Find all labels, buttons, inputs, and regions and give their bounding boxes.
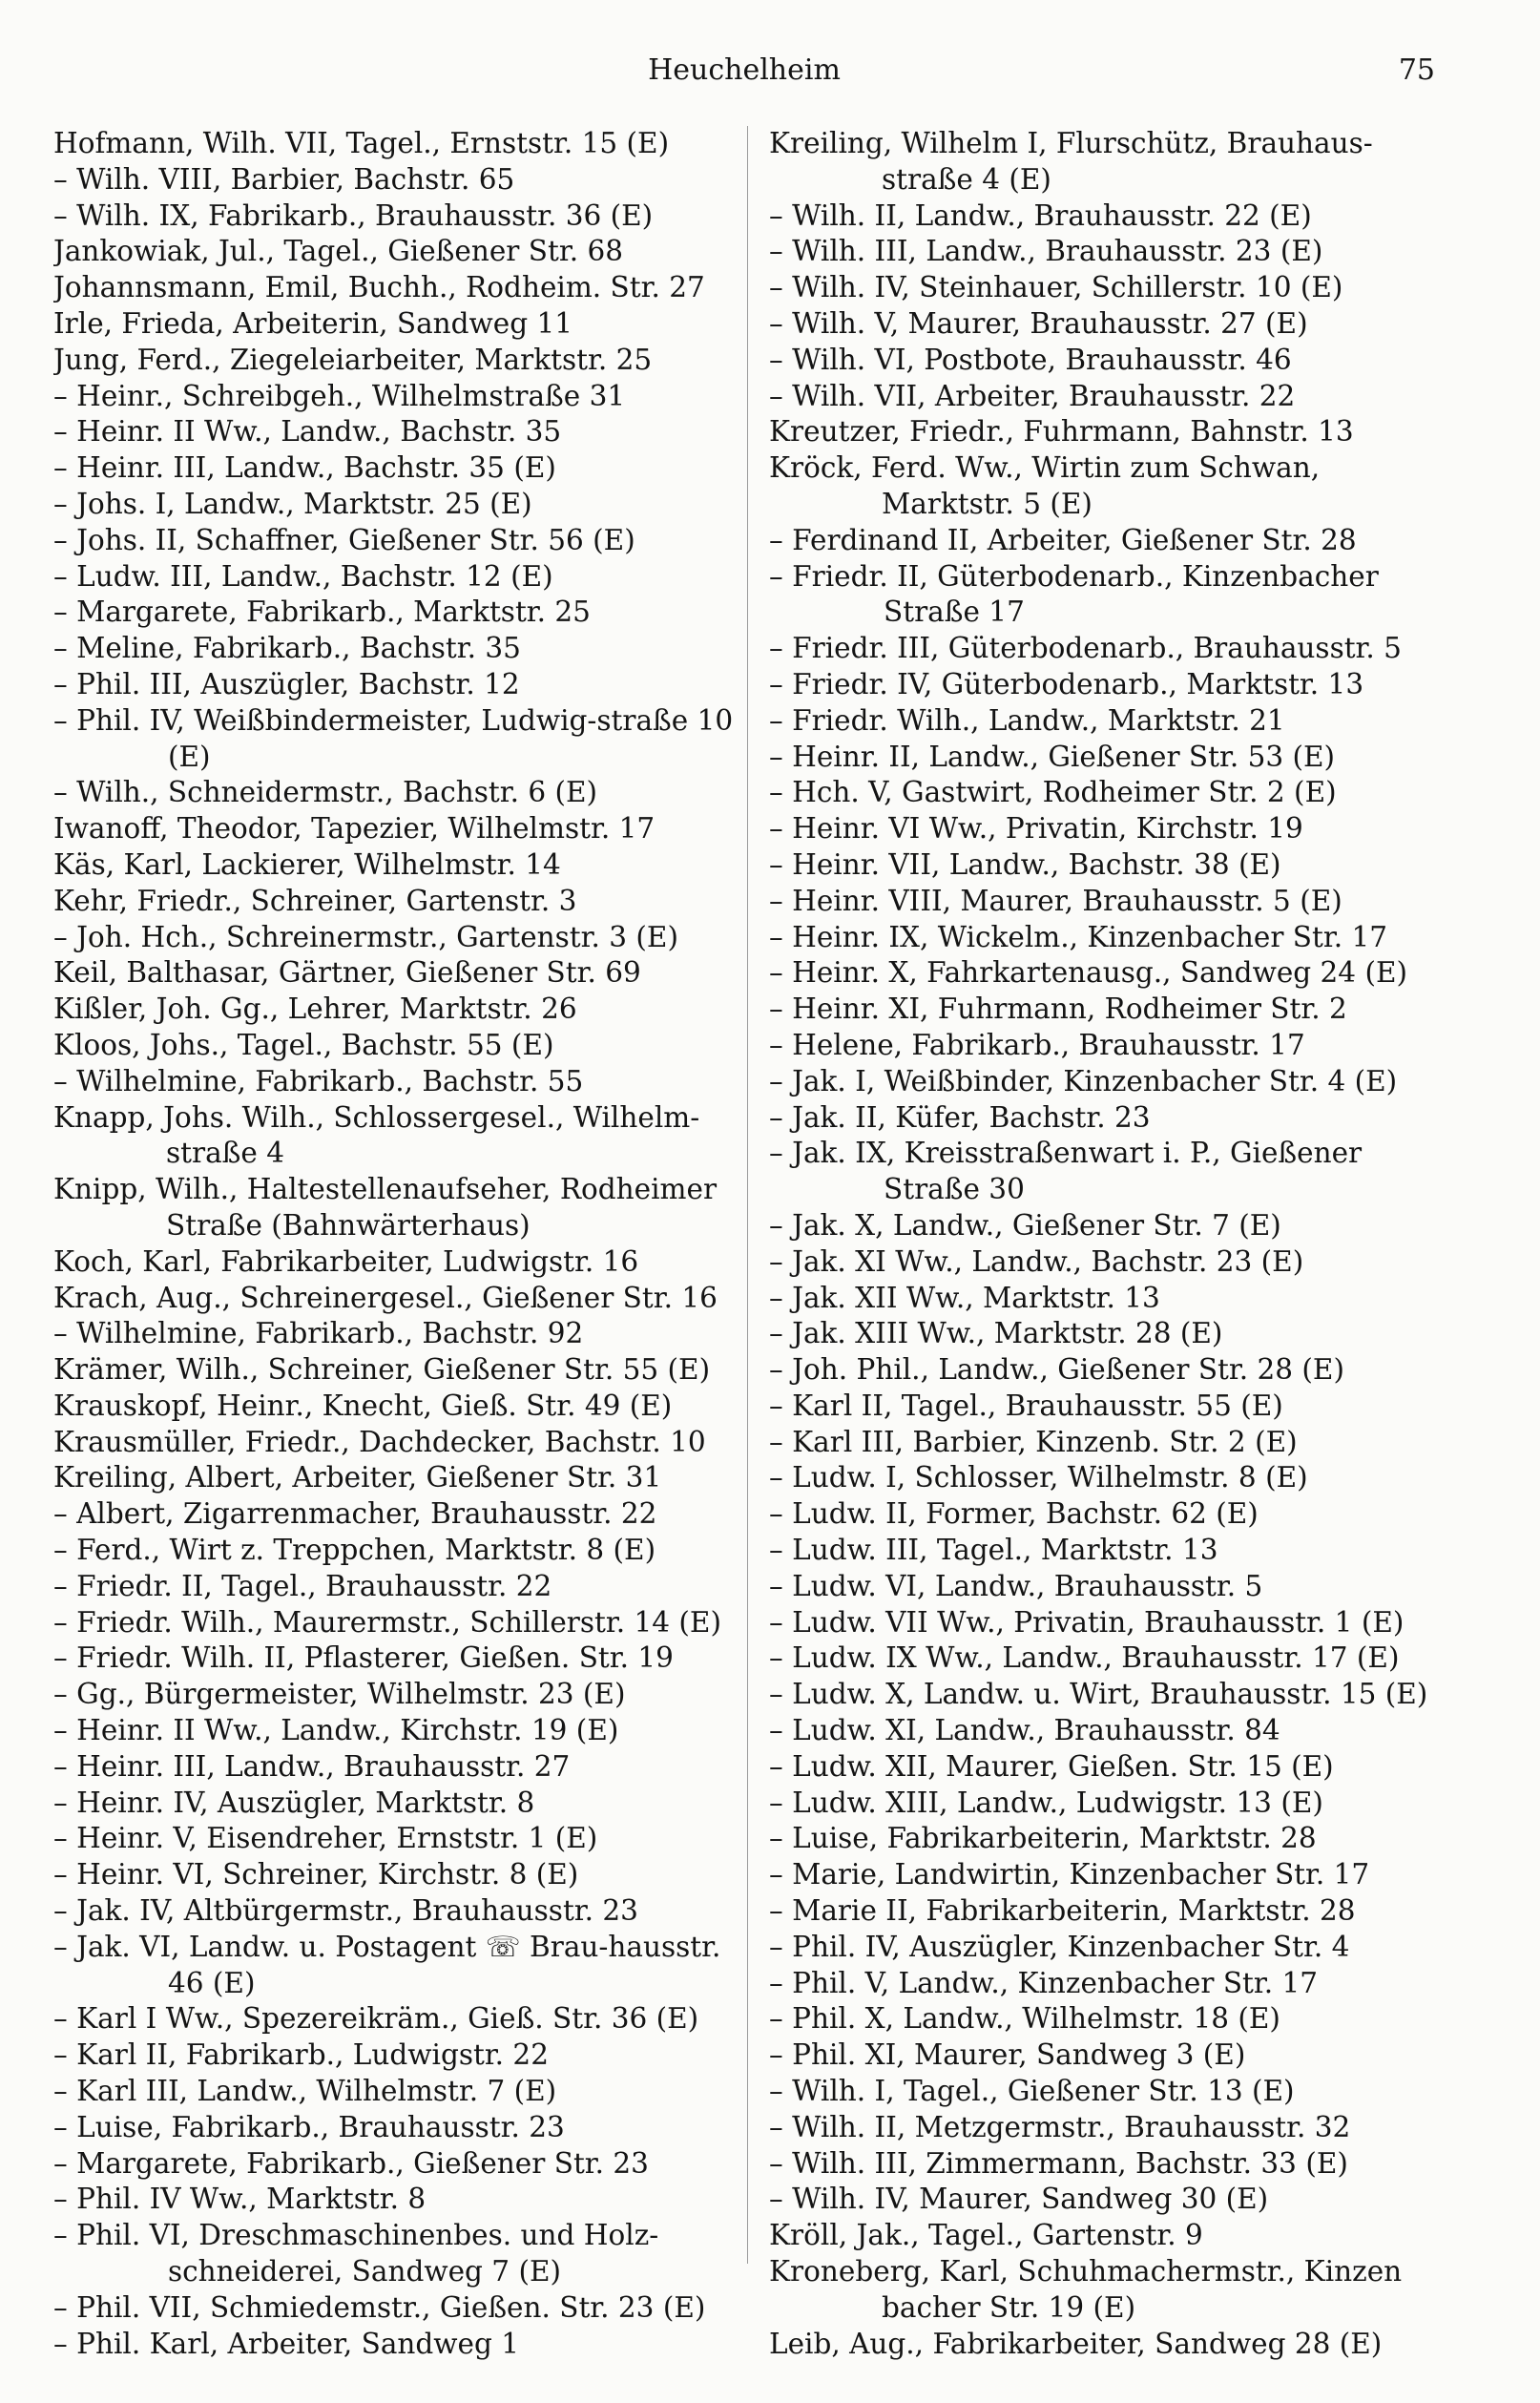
- directory-entry: Kreutzer, Friedr., Fuhrmann, Bahnstr. 13: [769, 415, 1354, 449]
- directory-entry: – Wilh. I, Tagel., Gießener Str. 13 (E): [769, 2075, 1295, 2108]
- directory-entry: – Heinr. VII, Landw., Bachstr. 38 (E): [769, 847, 1281, 881]
- directory-entry: – Wilh. VII, Arbeiter, Brauhausstr. 22: [769, 379, 1296, 412]
- directory-entry: Iwanoff, Theodor, Tapezier, Wilhelmstr. 17: [53, 812, 656, 846]
- page-header: [53, 50, 1435, 95]
- directory-entry: Kehr, Friedr., Schreiner, Gartenstr. 3: [53, 884, 577, 917]
- directory-entry: – Johs. I, Landw., Marktstr. 25 (E): [53, 487, 532, 520]
- directory-entry: – Phil. VI, Dreschmaschinenbes. und Holz-schneiderei, Sandweg 7 (E): [53, 2219, 659, 2288]
- directory-entry: – Hch. V, Gastwirt, Rodheimer Str. 2 (E): [769, 776, 1337, 809]
- directory-entry: Kreiling, Wilhelm I, Flurschütz, Brauhaus-straße 4 (E): [769, 127, 1373, 196]
- directory-entry: – Phil. IV, Auszügler, Kinzenbacher Str. 4: [769, 1930, 1350, 1963]
- directory-entry: – Karl I Ww., Spezereikräm., Gieß. Str. 36 (E): [53, 2002, 699, 2036]
- directory-entry: – Heinr. IV, Auszügler, Marktstr. 8: [53, 1786, 535, 1819]
- left-column: [53, 126, 737, 2362]
- directory-entry: – Jak. XI Ww., Landw., Bachstr. 23 (E): [769, 1244, 1304, 1278]
- directory-entry: – Heinr. IX, Wickelm., Kinzenbacher Str. 17: [769, 920, 1388, 953]
- directory-entry: – Ludw. III, Landw., Bachstr. 12 (E): [53, 559, 553, 593]
- directory-entry: – Ludw. XII, Maurer, Gießen. Str. 15 (E): [769, 1749, 1334, 1783]
- directory-entry: Keil, Balthasar, Gärtner, Gießener Str. 69: [53, 956, 641, 990]
- directory-entry: – Jak. X, Landw., Gießener Str. 7 (E): [769, 1208, 1281, 1242]
- directory-entry: Irle, Frieda, Arbeiterin, Sandweg 11: [53, 306, 573, 340]
- directory-entry: – Ludw. XI, Landw., Brauhausstr. 84: [769, 1714, 1280, 1747]
- directory-entry: – Albert, Zigarrenmacher, Brauhausstr. 22: [53, 1497, 657, 1531]
- directory-entry: – Luise, Fabrikarb., Brauhausstr. 23: [53, 2110, 565, 2143]
- directory-entry: Jankowiak, Jul., Tagel., Gießener Str. 68: [53, 235, 624, 268]
- directory-entry: – Jak. II, Küfer, Bachstr. 23: [769, 1100, 1151, 1134]
- directory-entry: – Ferdinand II, Arbeiter, Gießener Str. 28: [769, 523, 1357, 556]
- directory-entry: – Wilh. III, Zimmermann, Bachstr. 33 (E): [769, 2146, 1348, 2180]
- directory-entry: – Johs. II, Schaffner, Gießener Str. 56 (E): [53, 523, 635, 556]
- directory-entry: – Friedr. IV, Güterbodenarb., Marktstr. 13: [769, 667, 1364, 700]
- directory-entry: – Ludw. XIII, Landw., Ludwigstr. 13 (E): [769, 1786, 1323, 1819]
- directory-entry: – Ludw. II, Former, Bachstr. 62 (E): [769, 1497, 1259, 1531]
- directory-entry: – Jak. IV, Altbürgermstr., Brauhausstr. 23: [53, 1894, 638, 1928]
- directory-entry: – Ludw. VII Ww., Privatin, Brauhausstr. 1 (E): [769, 1605, 1405, 1639]
- directory-entry: – Friedr. Wilh., Landw., Marktstr. 21: [769, 703, 1285, 737]
- directory-entry: – Phil. V, Landw., Kinzenbacher Str. 17: [769, 1966, 1319, 1999]
- directory-entry: – Meline, Fabrikarb., Bachstr. 35: [53, 632, 521, 665]
- directory-entry: Kißler, Joh. Gg., Lehrer, Marktstr. 26: [53, 993, 577, 1026]
- directory-entry: – Ludw. X, Landw. u. Wirt, Brauhausstr. 15 (E): [769, 1678, 1428, 1711]
- directory-entry: Krach, Aug., Schreinergesel., Gießener Str. 16: [53, 1281, 718, 1314]
- directory-entry: – Wilh. IV, Maurer, Sandweg 30 (E): [769, 2183, 1269, 2216]
- directory-entry: Kroneberg, Karl, Schuhmachermstr., Kinzen bacher Str. 19 (E): [769, 2255, 1403, 2324]
- directory-entry: Krauskopf, Heinr., Knecht, Gieß. Str. 49 (E): [53, 1389, 673, 1422]
- directory-entry: – Ludw. I, Schlosser, Wilhelmstr. 8 (E): [769, 1461, 1308, 1494]
- directory-entry: Knapp, Johs. Wilh., Schlossergesel., Wilhelm-straße 4: [53, 1100, 700, 1170]
- directory-entry: Koch, Karl, Fabrikarbeiter, Ludwigstr. 16: [53, 1244, 639, 1278]
- directory-entry: – Helene, Fabrikarb., Brauhausstr. 17: [769, 1028, 1305, 1061]
- directory-entry: – Wilh. III, Landw., Brauhausstr. 23 (E): [769, 235, 1323, 268]
- directory-entry: – Phil. III, Auszügler, Bachstr. 12: [53, 667, 520, 700]
- directory-entry: – Heinr. II Ww., Landw., Bachstr. 35: [53, 415, 562, 449]
- directory-entry: – Heinr. III, Landw., Brauhausstr. 27: [53, 1749, 571, 1783]
- directory-entry: – Margarete, Fabrikarb., Gießener Str. 23: [53, 2146, 649, 2180]
- directory-entry: – Wilhelmine, Fabrikarb., Bachstr. 55: [53, 1064, 584, 1097]
- directory-entry: – Wilh., Schneidermstr., Bachstr. 6 (E): [53, 776, 598, 809]
- directory-entry: – Jak. XIII Ww., Marktstr. 28 (E): [769, 1317, 1223, 1350]
- directory-entry: – Wilh. IX, Fabrikarb., Brauhausstr. 36 (E): [53, 199, 654, 232]
- directory-entry: – Heinr. VIII, Maurer, Brauhausstr. 5 (E): [769, 884, 1342, 917]
- directory-entry: Johannsmann, Emil, Buchh., Rodheim. Str. 27: [53, 271, 705, 304]
- directory-entry: Knipp, Wilh., Haltestellenaufseher, Rodheimer Straße (Bahnwärterhaus): [53, 1173, 718, 1242]
- directory-entry: – Jak. I, Weißbinder, Kinzenbacher Str. 4 (E): [769, 1064, 1398, 1097]
- directory-entry: Kröck, Ferd. Ww., Wirtin zum Schwan, Marktstr. 5 (E): [769, 451, 1321, 520]
- column-divider: [747, 126, 748, 2264]
- page-number: 75: [1398, 53, 1435, 87]
- directory-entry: – Ludw. III, Tagel., Marktstr. 13: [769, 1534, 1218, 1567]
- directory-entry: – Friedr. Wilh., Maurermstr., Schillerstr. 14 (E): [53, 1605, 721, 1639]
- directory-entry: Kloos, Johs., Tagel., Bachstr. 55 (E): [53, 1028, 554, 1061]
- directory-entry: Jung, Ferd., Ziegeleiarbeiter, Marktstr. 25: [53, 343, 653, 376]
- directory-entry: – Karl II, Fabrikarb., Ludwigstr. 22: [53, 2038, 549, 2072]
- directory-entry: – Joh. Hch., Schreinermstr., Gartenstr. 3 (E): [53, 920, 678, 953]
- directory-entry: Käs, Karl, Lackierer, Wilhelmstr. 14: [53, 847, 561, 881]
- directory-entry: – Phil. IV Ww., Marktstr. 8: [53, 2183, 427, 2216]
- directory-entry: – Wilh. V, Maurer, Brauhausstr. 27 (E): [769, 306, 1308, 340]
- page-title: Heuchelheim: [648, 53, 841, 87]
- directory-entry: – Wilhelmine, Fabrikarb., Bachstr. 92: [53, 1317, 584, 1350]
- directory-entry: – Phil. XI, Maurer, Sandweg 3 (E): [769, 2038, 1246, 2072]
- directory-entry: – Wilh. IV, Steinhauer, Schillerstr. 10 (E): [769, 271, 1343, 304]
- directory-entry: – Luise, Fabrikarbeiterin, Marktstr. 28: [769, 1822, 1317, 1855]
- directory-entry: – Karl III, Landw., Wilhelmstr. 7 (E): [53, 2075, 557, 2108]
- directory-entry: – Friedr. Wilh. II, Pflasterer, Gießen. Str. 19: [53, 1641, 674, 1675]
- directory-entry: – Wilh. II, Landw., Brauhausstr. 22 (E): [769, 199, 1312, 232]
- directory-entry: – Karl II, Tagel., Brauhausstr. 55 (E): [769, 1389, 1283, 1422]
- directory-entry: – Heinr. II Ww., Landw., Kirchstr. 19 (E): [53, 1714, 619, 1747]
- directory-entry: – Phil. X, Landw., Wilhelmstr. 18 (E): [769, 2002, 1280, 2036]
- directory-entry: Kröll, Jak., Tagel., Gartenstr. 9: [769, 2219, 1203, 2252]
- directory-entry: Kreiling, Albert, Arbeiter, Gießener Str. 31: [53, 1461, 662, 1494]
- directory-entry: – Joh. Phil., Landw., Gießener Str. 28 (E): [769, 1353, 1344, 1387]
- directory-entry: – Wilh. VI, Postbote, Brauhausstr. 46: [769, 343, 1292, 376]
- directory-entry: Hofmann, Wilh. VII, Tagel., Ernststr. 15 (E): [53, 127, 670, 159]
- directory-entry: – Ferd., Wirt z. Treppchen, Marktstr. 8 (E): [53, 1534, 656, 1567]
- directory-entry: – Heinr., Schreibgeh., Wilhelmstraße 31: [53, 379, 626, 412]
- directory-entry: – Wilh. II, Metzgermstr., Brauhausstr. 32: [769, 2110, 1351, 2143]
- directory-entry: Leib, Aug., Fabrikarbeiter, Sandweg 28 (E): [769, 2327, 1383, 2360]
- directory-entry: – Jak. XII Ww., Marktstr. 13: [769, 1281, 1160, 1314]
- directory-entry: – Phil. IV, Weißbindermeister, Ludwig-straße 10 (E): [53, 703, 734, 773]
- directory-entry: – Friedr. III, Güterbodenarb., Brauhausstr. 5: [769, 632, 1402, 665]
- directory-entry: – Heinr. XI, Fuhrmann, Rodheimer Str. 2: [769, 993, 1347, 1026]
- directory-entry: – Marie II, Fabrikarbeiterin, Marktstr. 28: [769, 1894, 1356, 1928]
- directory-entry: – Ludw. IX Ww., Landw., Brauhausstr. 17 (E): [769, 1641, 1400, 1675]
- directory-entry: – Karl III, Barbier, Kinzenb. Str. 2 (E): [769, 1425, 1298, 1458]
- directory-entry: – Friedr. II, Tagel., Brauhausstr. 22: [53, 1569, 552, 1602]
- directory-entry: – Heinr. III, Landw., Bachstr. 35 (E): [53, 451, 556, 485]
- directory-entry: – Heinr. VI, Schreiner, Kirchstr. 8 (E): [53, 1858, 579, 1891]
- directory-entry: – Heinr. VI Ww., Privatin, Kirchstr. 19: [769, 812, 1303, 846]
- right-column: [769, 126, 1452, 2362]
- directory-entry: – Heinr. X, Fahrkartenausg., Sandweg 24 (E): [769, 956, 1408, 990]
- directory-entry: – Jak. IX, Kreisstraßenwart i. P., Gießener Straße 30: [769, 1137, 1363, 1206]
- directory-entry: – Margarete, Fabrikarb., Marktstr. 25: [53, 596, 591, 629]
- directory-entry: Krämer, Wilh., Schreiner, Gießener Str. 55 (E): [53, 1353, 711, 1387]
- directory-entry: Krausmüller, Friedr., Dachdecker, Bachstr. 10: [53, 1425, 706, 1458]
- directory-entry: – Marie, Landwirtin, Kinzenbacher Str. 17: [769, 1858, 1370, 1891]
- directory-entry: – Heinr. II, Landw., Gießener Str. 53 (E): [769, 740, 1336, 773]
- directory-entry: – Gg., Bürgermeister, Wilhelmstr. 23 (E): [53, 1678, 626, 1711]
- directory-entry: – Heinr. V, Eisendreher, Ernststr. 1 (E): [53, 1822, 598, 1855]
- directory-entry: – Ludw. VI, Landw., Brauhausstr. 5: [769, 1569, 1263, 1602]
- directory-entry: – Jak. VI, Landw. u. Postagent ☏ Brau-hausstr. 46 (E): [53, 1930, 721, 1999]
- directory-entry: – Phil. VII, Schmiedemstr., Gießen. Str. 23 (E): [53, 2290, 706, 2324]
- directory-entry: – Friedr. II, Güterbodenarb., Kinzenbacher Straße 17: [769, 559, 1379, 629]
- directory-entry: – Wilh. VIII, Barbier, Bachstr. 65: [53, 162, 515, 196]
- directory-entry: – Phil. Karl, Arbeiter, Sandweg 1: [53, 2327, 520, 2360]
